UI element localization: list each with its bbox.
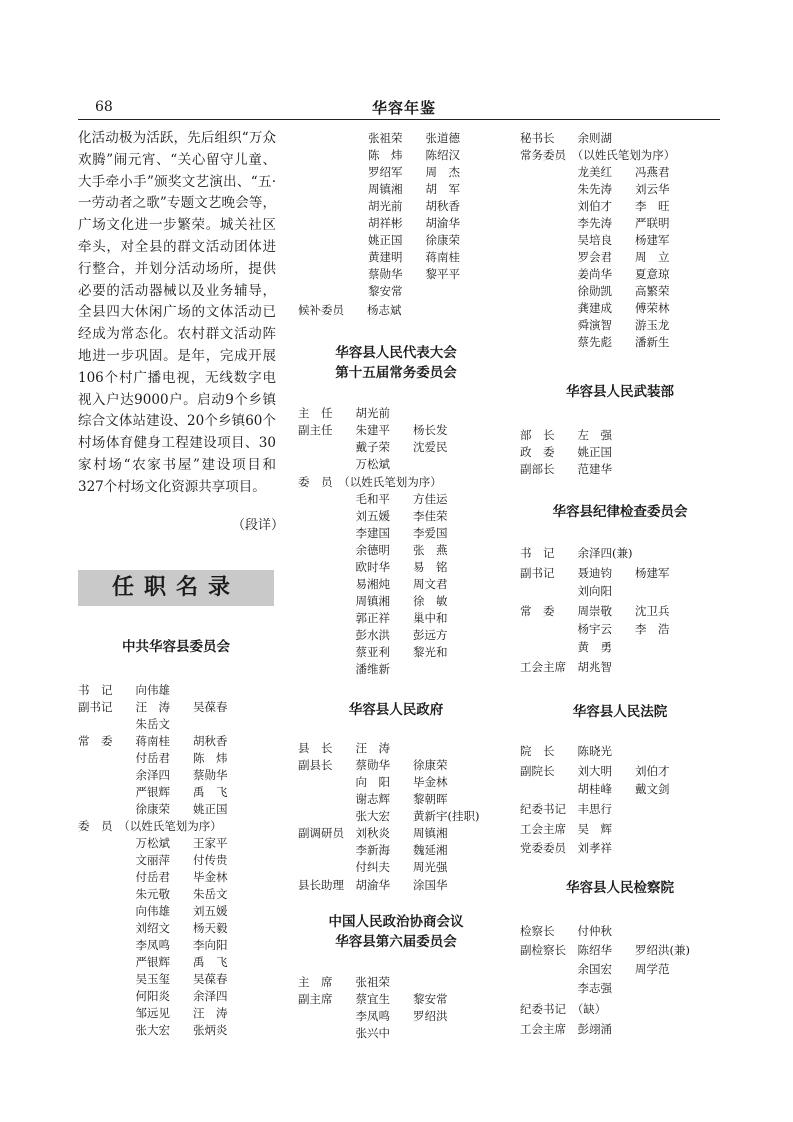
roster-line: 秘书长 余则湖 xyxy=(520,131,612,145)
roster-line: 朱岳文 xyxy=(78,717,170,731)
intro-paragraph: 化活动极为活跃，先后组织“万众欢腾”闹元宵、“关心留守儿童、大手牵小手”颁奖文艺演出、“五·一劳动者之歌”专题文艺晚会等，广场文化进一步繁荣。城关社区牵头，对全县的群文活动团体进行整合，并划分活动场所，提供必要的活动器械以及业务辅导，全县四大休闲广场的文体活动已经成为常态化。农村群文活动阵地进一步巩固。是年，完成开展106个村广播电视，无线数字电视入户达9000户。启动9个乡镇综合文体站建设、20个乡镇60个村场体育健身工程建设项目、30家村场“农家书屋”建设项目和327个村场文化资源共享项目。 xyxy=(78,130,276,495)
roster-line: 常 委 周崇敬 沈卫兵 xyxy=(520,604,670,618)
roster-line: 纪委书记 （缺） xyxy=(520,1002,607,1016)
roster-line: 余泽四 蔡勋华 xyxy=(78,768,228,782)
court-heading: 华容县人民法院 xyxy=(572,704,668,720)
roster-line: 工会主席 胡兆智 xyxy=(520,660,612,674)
roster-line: 副县长 蔡勋华 徐康荣 xyxy=(298,758,448,772)
party-committee-heading: 中共华容县委员会 xyxy=(122,639,230,655)
roster-line: 常务委员 （以姓氏笔划为序） xyxy=(520,148,676,162)
roster-line: 张大宏 黄新宇(挂职) xyxy=(298,809,480,823)
roster-line: 姜尚华 夏意琼 xyxy=(520,267,670,281)
roster-line: 万松斌 xyxy=(298,457,390,471)
roster-line: 黎安常 xyxy=(368,284,403,298)
page-number: 68 xyxy=(95,99,113,115)
roster-line: 陈 炜 陈绍汉 xyxy=(368,148,460,162)
roster-line: 候补委员 杨志斌 xyxy=(298,303,402,317)
roster-line: 龚建成 傅荣林 xyxy=(520,301,670,315)
roster-line: 书 记 向伟雄 xyxy=(78,683,170,697)
roster-line: 吴玉玺 吴葆春 xyxy=(78,972,228,986)
roster-line: 邹远见 汪 涛 xyxy=(78,1006,228,1020)
roster-line: 副书记 聂迪钧 杨建军 xyxy=(520,566,670,580)
roster-line: 彭水洪 彭远方 xyxy=(298,628,448,642)
roster-line: 向伟雄 刘五媛 xyxy=(78,904,228,918)
roster-line: 主 任 胡光前 xyxy=(298,406,390,420)
roster-line: 黄 勇 xyxy=(520,640,612,654)
roster-line: 欧时华 易 铭 xyxy=(298,560,448,574)
roster-line: 副调研员 刘秋炎 周镇湘 xyxy=(298,826,448,840)
roster-line: 朱先涛 刘云华 xyxy=(520,182,670,196)
procuratorate-heading: 华容县人民检察院 xyxy=(566,880,674,896)
roster-line: 副主席 蔡宜生 黎安常 xyxy=(298,992,448,1006)
roster-line: 主 席 张祖荣 xyxy=(298,975,390,989)
roster-line: 李新海 魏延湘 xyxy=(298,843,448,857)
roster-line: 院 长 陈晓光 xyxy=(520,744,612,758)
roster-line: 胡祥彬 胡渝华 xyxy=(368,216,460,230)
roster-line: 张兴中 xyxy=(298,1026,390,1040)
roster-line: 李建国 李爱国 xyxy=(298,526,448,540)
roster-line: 余国宏 周学范 xyxy=(520,962,670,976)
roster-line: 付纠夫 周光强 xyxy=(298,860,448,874)
npc-committee-heading: 华容县人民代表大会 第十五届常务委员会 xyxy=(335,345,457,381)
roster-line: 县 长 汪 涛 xyxy=(298,741,390,755)
roster-line: 黄建明 蒋南桂 xyxy=(368,250,460,264)
roster-line: 周镇湘 徐 敏 xyxy=(298,594,448,608)
roster-line: 刘绍文 杨天毅 xyxy=(78,921,228,935)
roster-line: 罗绍军 周 杰 xyxy=(368,165,460,179)
roster-line: 吴培良 杨建军 xyxy=(520,233,670,247)
roster-line: 工会主席 吴 辉 xyxy=(520,822,612,836)
roster-line: 胡桂峰 戴文剑 xyxy=(520,782,670,796)
roster-line: 政 委 姚正国 xyxy=(520,445,612,459)
discipline-committee-heading: 华容县纪律检查委员会 xyxy=(552,504,688,520)
roster-line: 杨宇云 李 浩 xyxy=(520,622,670,636)
roster-line: 严银辉 禹 飞 xyxy=(78,785,228,799)
roster-line: 委 员 （以姓氏笔划为序） xyxy=(78,819,222,833)
roster-line: 李凤鸣 罗绍洪 xyxy=(298,1009,448,1023)
roster-line: 李凤鸣 李向阳 xyxy=(78,938,228,952)
roster-line: 刘伯才 李 旺 xyxy=(520,199,670,213)
roster-line: 常 委 蒋南桂 胡秋香 xyxy=(78,734,228,748)
armed-forces-heading: 华容县人民武装部 xyxy=(566,384,674,400)
roster-line: 胡光前 胡秋香 xyxy=(368,199,460,213)
roster-line: 万松斌 王家平 xyxy=(78,836,228,850)
roster-line: 舜演智 游玉龙 xyxy=(520,318,670,332)
roster-line: 姚正国 徐康荣 xyxy=(368,233,460,247)
roster-line: 检察长 付仲秋 xyxy=(520,924,612,938)
roster-line: 部 长 左 强 xyxy=(520,428,612,442)
cppcc-heading: 中国人民政治协商会议 华容县第六届委员会 xyxy=(328,914,464,950)
roster-line: 副主任 朱建平 杨长发 xyxy=(298,423,448,437)
intro-note: （段详） xyxy=(232,518,285,533)
roster-line: 委 员 （以姓氏笔划为序） xyxy=(298,475,442,489)
roster-line: 付岳君 陈 炜 xyxy=(78,751,228,765)
roster-line: 县长助理 胡渝华 涂国华 xyxy=(298,878,448,892)
header-rule xyxy=(78,119,720,120)
roster-line: 党委委员 刘孝祥 xyxy=(520,841,612,855)
roster-line: 副院长 刘大明 刘伯才 xyxy=(520,764,670,778)
roster-line: 张祖荣 张道德 xyxy=(368,131,460,145)
roster-line: 朱元敬 朱岳文 xyxy=(78,887,228,901)
roster-line: 蔡亚利 黎光和 xyxy=(298,645,448,659)
roster-line: 余德明 张 燕 xyxy=(298,543,448,557)
roster-line: 谢志辉 黎朝晖 xyxy=(298,792,448,806)
roster-line: 潘维新 xyxy=(298,662,390,676)
roster-line: 副检察长 陈绍华 罗绍洪(兼) xyxy=(520,943,690,957)
roster-line: 易湘炖 周文君 xyxy=(298,577,448,591)
roster-line: 书 记 余泽四(兼) xyxy=(520,546,633,560)
government-heading: 华容县人民政府 xyxy=(348,702,444,718)
roster-line: 蔡勋华 黎平平 xyxy=(368,267,460,281)
roster-line: 徐勋凯 高繁荣 xyxy=(520,284,670,298)
roster-line: 纪委书记 丰思行 xyxy=(520,802,612,816)
roster-line: 徐康荣 姚正国 xyxy=(78,802,228,816)
roster-line: 蔡先彪 潘新生 xyxy=(520,335,670,349)
roster-line: 刘向阳 xyxy=(520,584,612,598)
roster-line: 毛和平 方佳运 xyxy=(298,492,448,506)
section-banner: 任职名录 xyxy=(78,570,274,606)
roster-line: 郭正祥 巢中和 xyxy=(298,611,448,625)
roster-line: 副部长 范建华 xyxy=(520,462,612,476)
roster-line: 工会主席 彭翊涌 xyxy=(520,1022,612,1036)
roster-line: 向 阳 毕金林 xyxy=(298,775,448,789)
roster-line: 李先涛 严联明 xyxy=(520,216,670,230)
roster-line: 严银辉 禹 飞 xyxy=(78,955,228,969)
roster-line: 文丽萍 付传贵 xyxy=(78,853,228,867)
roster-line: 何阳炎 余泽四 xyxy=(78,989,228,1003)
roster-line: 罗会君 周 立 xyxy=(520,250,670,264)
roster-line: 副书记 汪 涛 吴葆春 xyxy=(78,700,228,714)
running-header-title: 华容年鉴 xyxy=(372,99,437,117)
roster-line: 戴子荣 沈爱民 xyxy=(298,440,448,454)
roster-line: 付岳君 毕金林 xyxy=(78,870,228,884)
roster-line: 周镇湘 胡 军 xyxy=(368,182,460,196)
roster-line: 李志强 xyxy=(520,981,612,995)
roster-line: 龙美红 冯燕君 xyxy=(520,165,670,179)
roster-line: 张大宏 张炳炎 xyxy=(78,1023,228,1037)
roster-line: 刘五媛 李佳荣 xyxy=(298,509,448,523)
